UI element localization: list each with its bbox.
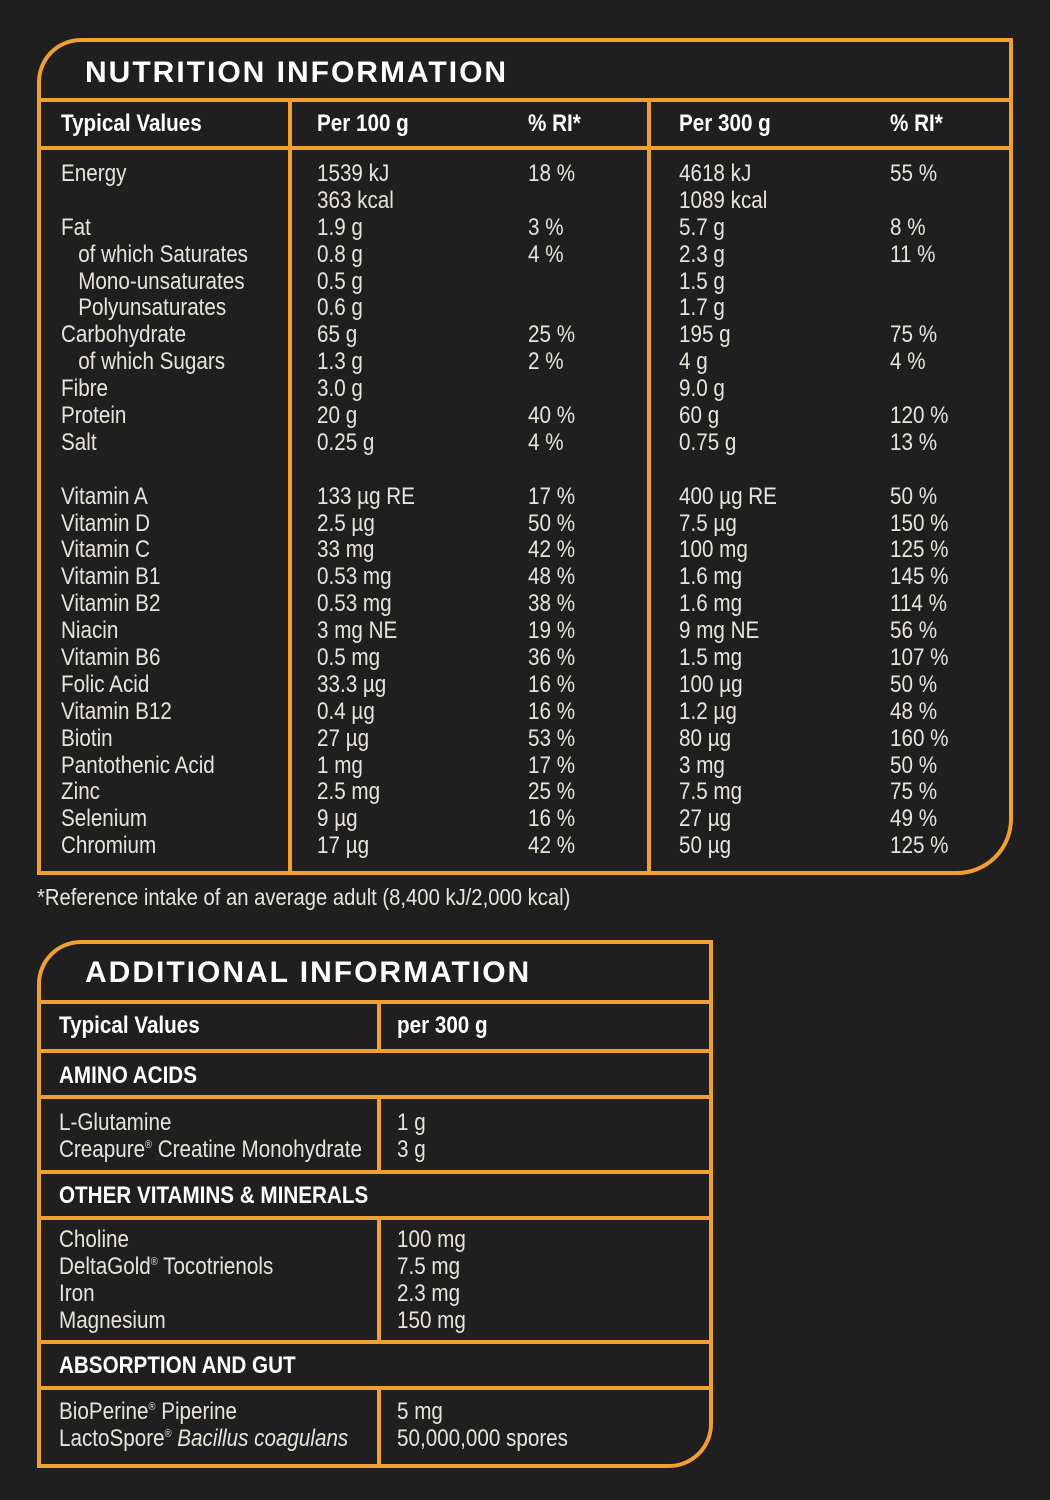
additional-information-panel — [37, 940, 713, 1468]
absorption-gut-names — [59, 1399, 348, 1453]
other-vitamins-values — [397, 1227, 466, 1335]
section-heading-absorption-gut: ABSORPTION AND GUT — [59, 1352, 296, 1379]
nutrition-ri300-cell — [890, 295, 949, 322]
nutrition-name-cell: Protein — [61, 402, 127, 430]
nutrition-per300-cell: 100 mg — [679, 536, 748, 564]
nutrition-name-cell: Zinc — [61, 778, 100, 806]
nutrition-ri300-cell: 120 % — [890, 402, 949, 430]
column-divider — [377, 1216, 381, 1344]
amino-acids-values — [397, 1110, 426, 1164]
nutrition-per100-cell: 133 µg RE — [317, 482, 415, 510]
nutrition-per100-cell: 33 mg — [317, 536, 375, 564]
nutrition-ri100-cell: 40 % — [528, 402, 576, 430]
additional-item-value: 100 mg — [397, 1226, 466, 1253]
nutrition-ri100-cell: 42 % — [528, 832, 576, 860]
additional-item-value: 3 g — [397, 1135, 426, 1163]
nutrition-ri300-cell: 114 % — [890, 590, 948, 618]
additional-item-name: DeltaGold® Tocotrienols — [59, 1252, 274, 1280]
row-spacer — [528, 457, 575, 484]
section-heading-amino-acids: AMINO ACIDS — [59, 1062, 197, 1089]
nutrition-per100-cell: 0.8 g — [317, 240, 363, 268]
nutrition-per300-cell: 80 µg — [679, 724, 732, 752]
nutrition-information-panel — [37, 38, 1013, 875]
nutrition-ri100-cell: 4 % — [528, 428, 564, 456]
ri-100g-column — [528, 161, 575, 860]
nutrition-ri100-cell — [528, 269, 575, 296]
registered-mark: ® — [150, 1255, 158, 1268]
nutrition-name-cell: Fibre — [61, 375, 109, 403]
nutrition-ri300-cell: 150 % — [890, 509, 949, 537]
nutrition-ri100-cell: 25 % — [528, 321, 576, 349]
section-heading-other-vitamins-minerals: OTHER VITAMINS & MINERALS — [59, 1182, 369, 1209]
nutrition-per100-cell: 0.6 g — [317, 294, 363, 322]
registered-mark: ® — [164, 1427, 172, 1440]
nutrition-ri300-cell: 48 % — [890, 697, 938, 725]
nutrition-ri100-cell: 16 % — [528, 697, 576, 725]
additional-item-name: Creapure® Creatine Monohydrate — [59, 1135, 362, 1163]
additional-item-value: 5 mg — [397, 1398, 443, 1425]
nutrition-ri300-cell: 125 % — [890, 536, 949, 564]
header-per-300g: Per 300 g — [679, 110, 771, 137]
nutrition-ri100-cell: 36 % — [528, 644, 576, 672]
nutrition-per300-cell: 1089 kcal — [679, 186, 768, 214]
nutrition-per100-cell: 20 g — [317, 402, 358, 430]
additional-item-value: 1 g — [397, 1109, 426, 1136]
header-ri-300g: % RI* — [890, 110, 943, 137]
nutrition-ri300-cell: 75 % — [890, 321, 938, 349]
nutrition-per300-cell: 1.2 µg — [679, 697, 737, 725]
nutrition-ri300-cell: 13 % — [890, 428, 938, 456]
nutrition-per100-cell: 65 g — [317, 321, 358, 349]
additional-header-typical-values: Typical Values — [59, 1012, 200, 1039]
column-divider — [647, 98, 651, 871]
nutrition-ri100-cell: 3 % — [528, 213, 564, 241]
nutrition-name-cell: Niacin — [61, 617, 119, 645]
nutrition-ri100-cell: 53 % — [528, 724, 576, 752]
nutrition-per300-cell: 195 g — [679, 321, 731, 349]
nutrition-name-cell: Vitamin C — [61, 536, 151, 564]
nutrition-ri100-cell: 38 % — [528, 590, 576, 618]
nutrition-ri300-cell: 8 % — [890, 213, 926, 241]
nutrition-name-cell: Vitamin B12 — [61, 697, 172, 725]
nutrition-ri100-cell: 50 % — [528, 509, 576, 537]
nutrition-name-cell: of which Saturates — [78, 240, 248, 268]
divider — [41, 1049, 709, 1053]
nutrition-per300-cell: 1.6 mg — [679, 590, 743, 618]
nutrition-ri100-cell: 4 % — [528, 240, 564, 268]
nutrition-per300-cell: 60 g — [679, 402, 720, 430]
nutrition-per300-cell: 5.7 g — [679, 213, 725, 241]
nutrition-per100-cell: 33.3 µg — [317, 670, 387, 698]
ri-300g-column — [890, 161, 949, 860]
nutrition-name-cell: Folic Acid — [61, 670, 150, 698]
nutrition-per100-cell: 0.5 mg — [317, 644, 381, 672]
nutrition-per300-cell: 2.3 g — [679, 240, 725, 268]
nutrition-name-cell — [61, 188, 248, 215]
nutrition-per300-cell: 9 mg NE — [679, 617, 760, 645]
nutrition-name-cell: Fat — [61, 213, 91, 241]
nutrition-per100-cell: 27 µg — [317, 724, 370, 752]
additional-item-name: Iron — [59, 1279, 95, 1307]
nutrition-per100-cell: 363 kcal — [317, 186, 394, 214]
column-divider — [377, 1000, 381, 1053]
nutrition-name-cell: Vitamin B2 — [61, 590, 161, 618]
nutrition-name-cell: Mono-unsaturates — [78, 267, 245, 295]
header-per-100g: Per 100 g — [317, 110, 409, 137]
nutrition-name-cell: Energy — [61, 160, 127, 187]
nutrition-ri300-cell: 56 % — [890, 617, 938, 645]
additional-item-value: 7.5 mg — [397, 1252, 461, 1280]
nutrition-title: NUTRITION INFORMATION — [85, 56, 509, 89]
nutrition-name-cell: Carbohydrate — [61, 321, 187, 349]
nutrition-per300-cell: 3 mg — [679, 751, 725, 779]
registered-mark: ® — [145, 1138, 153, 1151]
nutrition-per100-cell: 0.5 g — [317, 267, 363, 295]
additional-item-value: 50,000,000 spores — [397, 1424, 568, 1452]
nutrition-ri100-cell: 16 % — [528, 805, 576, 833]
nutrition-per100-cell: 0.4 µg — [317, 697, 375, 725]
row-spacer — [890, 457, 949, 484]
amino-acids-names — [59, 1110, 362, 1164]
nutrition-ri100-cell: 19 % — [528, 617, 576, 645]
nutrition-ri100-cell: 17 % — [528, 482, 576, 510]
registered-mark: ® — [148, 1401, 156, 1413]
nutrition-per300-cell: 100 µg — [679, 670, 743, 698]
additional-item-name: Choline — [59, 1226, 129, 1253]
nutrition-ri100-cell: 16 % — [528, 670, 576, 698]
divider — [41, 1386, 709, 1390]
column-divider — [288, 98, 292, 871]
nutrition-ri300-cell: 49 % — [890, 805, 938, 833]
nutrition-name-cell: Salt — [61, 428, 97, 456]
nutrition-ri100-cell: 18 % — [528, 160, 576, 187]
nutrition-per100-cell: 1539 kJ — [317, 160, 390, 187]
per-300g-column — [679, 161, 777, 860]
nutrition-per300-cell: 27 µg — [679, 805, 732, 833]
nutrition-name-cell: Vitamin D — [61, 509, 151, 537]
nutrition-per100-cell: 0.53 mg — [317, 563, 392, 591]
nutrition-per300-cell: 400 µg RE — [679, 482, 777, 510]
nutrition-ri100-cell: 25 % — [528, 778, 576, 806]
divider — [41, 1095, 709, 1099]
additional-title: ADDITIONAL INFORMATION — [85, 956, 532, 989]
additional-header-per-300g: per 300 g — [397, 1012, 488, 1039]
nutrition-ri100-cell: 42 % — [528, 536, 576, 564]
nutrition-ri100-cell: 2 % — [528, 348, 564, 376]
nutrition-ri300-cell: 4 % — [890, 348, 926, 376]
nutrition-ri100-cell — [528, 295, 575, 322]
nutrition-name-cell: Selenium — [61, 805, 148, 833]
column-divider — [377, 1095, 381, 1174]
nutrition-per300-cell: 7.5 mg — [679, 778, 743, 806]
nutrition-ri300-cell: 75 % — [890, 778, 938, 806]
nutrition-per100-cell: 9 µg — [317, 805, 358, 833]
nutrition-per100-cell: 3 mg NE — [317, 617, 398, 645]
nutrition-per300-cell: 4 g — [679, 348, 708, 376]
nutrition-ri300-cell — [890, 269, 949, 296]
column-divider — [377, 1386, 381, 1464]
nutrition-per100-cell: 2.5 mg — [317, 778, 381, 806]
nutrition-per300-cell: 1.5 mg — [679, 644, 743, 672]
additional-item-name: LactoSpore® Bacillus coagulans — [59, 1424, 349, 1452]
nutrition-ri300-cell: 145 % — [890, 563, 949, 591]
nutrition-name-cell: Polyunsaturates — [78, 294, 227, 322]
nutrition-ri100-cell — [528, 188, 575, 215]
nutrition-ri100-cell — [528, 376, 575, 403]
divider — [41, 1000, 709, 1004]
nutrition-per100-cell: 0.25 g — [317, 428, 375, 456]
additional-item-value: 150 mg — [397, 1306, 466, 1334]
nutrition-per100-cell: 1.9 g — [317, 213, 363, 241]
nutrition-ri100-cell: 17 % — [528, 751, 576, 779]
species-name: Bacillus coagulans — [177, 1424, 349, 1452]
nutrition-ri300-cell: 11 % — [890, 240, 936, 268]
divider — [41, 1216, 709, 1220]
nutrition-ri300-cell — [890, 376, 949, 403]
nutrition-per100-cell: 17 µg — [317, 832, 370, 860]
nutrition-per300-cell: 1.7 g — [679, 294, 725, 322]
nutrition-per300-cell: 7.5 µg — [679, 509, 737, 537]
divider — [41, 1170, 709, 1174]
header-typical-values: Typical Values — [61, 110, 202, 137]
row-spacer — [679, 457, 777, 484]
nutrition-per300-cell: 9.0 g — [679, 375, 725, 403]
nutrition-name-cell: Chromium — [61, 832, 157, 860]
nutrition-ri300-cell: 55 % — [890, 160, 938, 187]
additional-item-name: L-Glutamine — [59, 1109, 172, 1136]
divider — [41, 1340, 709, 1344]
nutrition-ri300-cell: 107 % — [890, 644, 949, 672]
nutrition-name-cell: Vitamin A — [61, 482, 148, 510]
nutrition-name-cell: of which Sugars — [78, 348, 226, 376]
absorption-gut-values — [397, 1399, 568, 1453]
nutrition-ri300-cell: 125 % — [890, 832, 949, 860]
nutrition-name-cell: Vitamin B1 — [61, 563, 161, 591]
nutrition-per300-cell: 4618 kJ — [679, 160, 752, 187]
divider — [41, 146, 1009, 150]
nutrition-per300-cell: 1.6 mg — [679, 563, 743, 591]
nutrition-name-cell: Pantothenic Acid — [61, 751, 215, 779]
additional-item-name: BioPerine® Piperine — [59, 1398, 237, 1425]
nutrition-per300-cell: 1.5 g — [679, 267, 725, 295]
nutrition-ri100-cell: 48 % — [528, 563, 576, 591]
nutrition-name-cell: Biotin — [61, 724, 113, 752]
reference-intake-footnote: *Reference intake of an average adult (8,400 kJ/2,000 kcal) — [37, 884, 571, 910]
nutrition-per100-cell: 1 mg — [317, 751, 363, 779]
divider — [41, 98, 1009, 102]
nutrition-name-cell: Vitamin B6 — [61, 644, 161, 672]
per-100g-column — [317, 161, 415, 860]
nutrition-ri300-cell — [890, 188, 949, 215]
nutrition-per300-cell: 50 µg — [679, 832, 732, 860]
header-ri-100g: % RI* — [528, 110, 581, 137]
nutrient-names-column — [61, 161, 248, 860]
row-spacer — [61, 457, 248, 484]
nutrition-per300-cell: 0.75 g — [679, 428, 737, 456]
nutrition-ri300-cell: 50 % — [890, 482, 938, 510]
nutrition-per100-cell: 0.53 mg — [317, 590, 392, 618]
additional-item-name: Magnesium — [59, 1306, 166, 1334]
other-vitamins-names — [59, 1227, 273, 1335]
nutrition-per100-cell: 3.0 g — [317, 375, 363, 403]
nutrition-ri300-cell: 50 % — [890, 751, 938, 779]
additional-item-value: 2.3 mg — [397, 1279, 461, 1307]
nutrition-per100-cell: 1.3 g — [317, 348, 363, 376]
nutrition-ri300-cell: 50 % — [890, 670, 938, 698]
row-spacer — [317, 457, 415, 484]
nutrition-ri300-cell: 160 % — [890, 724, 949, 752]
nutrition-per100-cell: 2.5 µg — [317, 509, 375, 537]
